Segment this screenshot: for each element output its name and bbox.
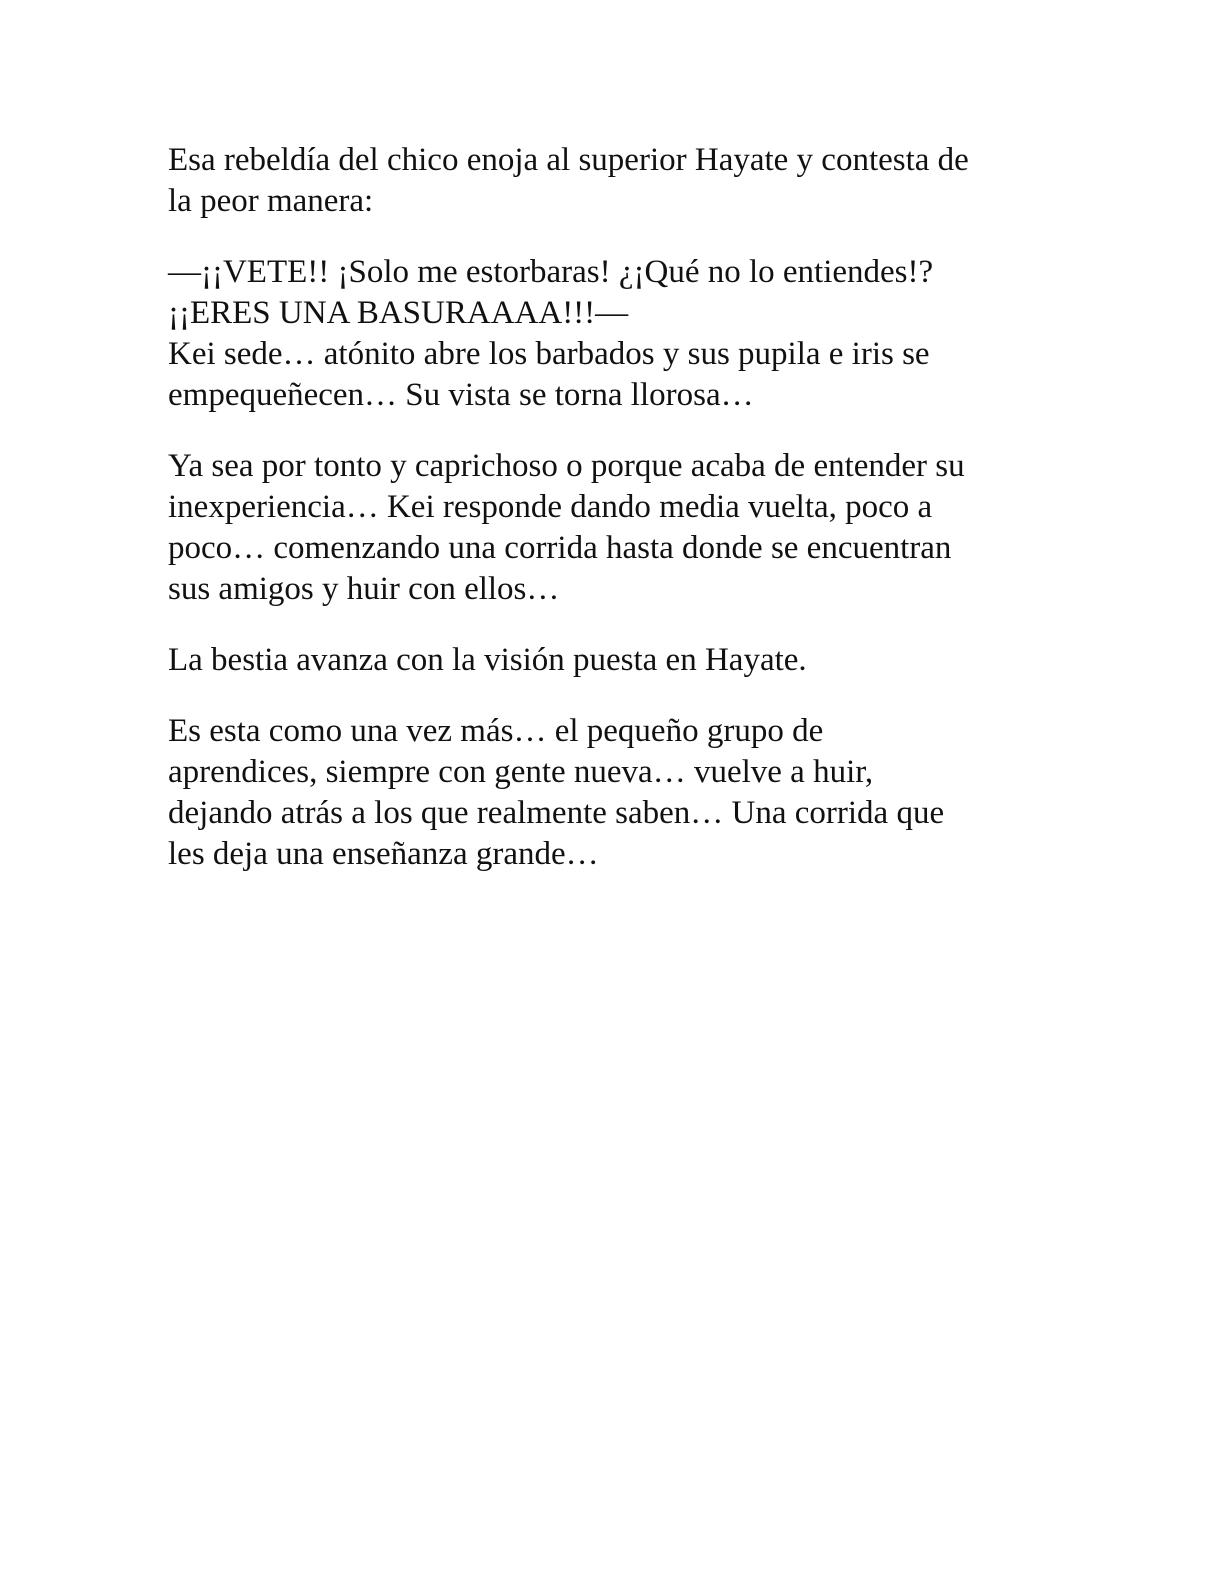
- paragraph-spacer: [168, 681, 1048, 711]
- document-body: [168, 140, 1048, 875]
- text-line: ¡¡ERES UNA BASURAAAA!!!—: [168, 295, 629, 331]
- paragraph-spacer: [168, 610, 1048, 640]
- text-line: La bestia avanza con la visión puesta en Hayate.: [168, 642, 807, 678]
- paragraph-5: [168, 711, 1048, 875]
- paragraph-2: [168, 252, 1048, 416]
- text-line: les deja una enseñanza grande…: [168, 836, 599, 872]
- text-line: Es esta como una vez más… el pequeño grupo de: [168, 713, 824, 749]
- text-line: Ya sea por tonto y caprichoso o porque acaba de entender su: [168, 448, 965, 484]
- paragraph-spacer: [168, 222, 1048, 252]
- text-line: poco… comenzando una corrida hasta donde se encuentran: [168, 530, 952, 566]
- text-line: dejando atrás a los que realmente saben… Una corrida que: [168, 795, 945, 831]
- text-line: inexperiencia… Kei responde dando media vuelta, poco a: [168, 489, 933, 525]
- paragraph-3: [168, 446, 1048, 610]
- text-line: sus amigos y huir con ellos…: [168, 571, 560, 607]
- text-line: Esa rebeldía del chico enoja al superior Hayate y contesta de: [168, 142, 969, 178]
- paragraph-1: [168, 140, 1048, 222]
- paragraph-spacer: [168, 416, 1048, 446]
- text-line: la peor manera:: [168, 183, 374, 219]
- paragraph-4: [168, 640, 1048, 681]
- text-line: aprendices, siempre con gente nueva… vuelve a huir,: [168, 754, 874, 790]
- text-line: empequeñecen… Su vista se torna llorosa…: [168, 377, 754, 413]
- text-line: —¡¡VETE!! ¡Solo me estorbaras! ¿¡Qué no lo entiendes!?: [168, 254, 934, 290]
- text-line: Kei sede… atónito abre los barbados y sus pupila e iris se: [168, 336, 930, 372]
